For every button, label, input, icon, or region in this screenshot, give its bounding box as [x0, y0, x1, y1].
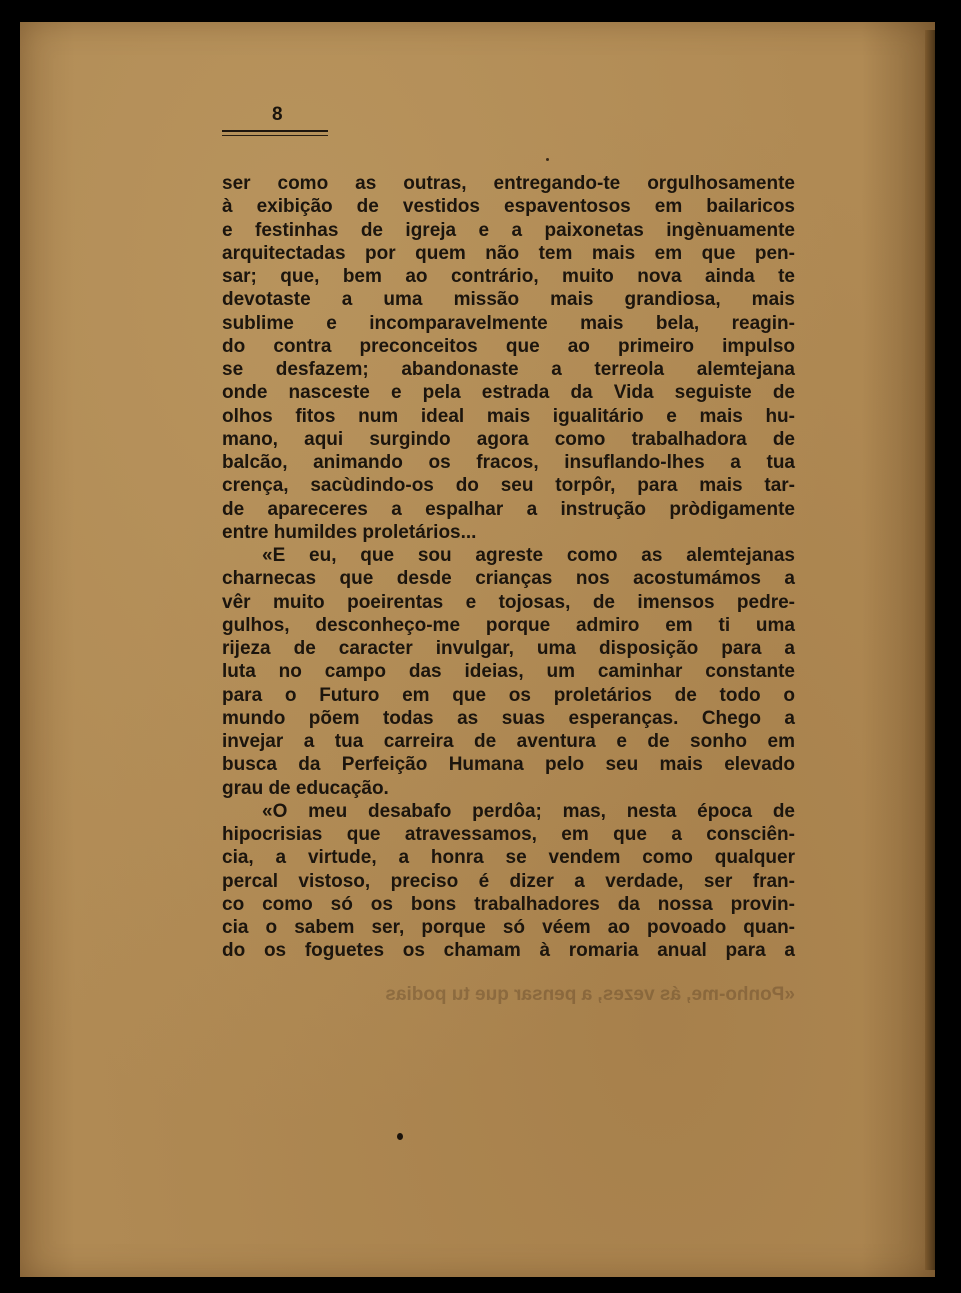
text-line: «E eu, que sou agreste como as alemtejanas [262, 545, 795, 566]
text-line: cia o sabem ser, porque só véem ao povoado quan- [222, 917, 795, 938]
folio-rule [222, 130, 328, 132]
text-line: entre humildes proletários... [222, 521, 477, 543]
folio-rule-thin [222, 135, 328, 136]
text-line: onde nasceste e pela estrada da Vida seguiste de [222, 382, 795, 404]
text-line: mano, aqui surgindo agora como trabalhadora de [222, 428, 795, 450]
text-line: ser como as outras, entregando-te orgulhosamente [222, 173, 795, 194]
bleed-through-text: «Ponho-me, ás vezes, a pensar que tu podias [385, 984, 795, 1005]
text-line: e festinhas de igreja e a paixonetas ingènuamente [222, 219, 795, 241]
text-line: charnecas que desde crianças nos acostumámos a [222, 568, 795, 590]
text-line: do contra preconceitos que ao primeiro impulso [222, 335, 795, 357]
text-line: vêr muito poeirentas e tojosas, de imensos pedre- [222, 591, 795, 613]
text-line: busca da Perfeição Humana pelo seu mais elevado [222, 754, 795, 776]
page-number: 8 [272, 104, 283, 125]
text-line: invejar a tua carreira de aventura e de sonho em [222, 731, 795, 752]
text-line: se desfazem; abandonaste a terreola alemtejana [222, 359, 795, 380]
text-line: do os foguetes os chamam à romaria anual para a [222, 940, 795, 962]
text-line: «O meu desabafo perdôa; mas, nesta época de [262, 800, 795, 822]
body-text [222, 172, 795, 963]
ink-speck [546, 158, 549, 161]
text-line: arquitectadas por quem não tem mais em que pen- [222, 242, 795, 264]
text-line: crença, sacùdindo-os do seu torpôr, para mais tar- [222, 475, 795, 497]
text-line: gulhos, desconheço-me porque admiro em ti uma [222, 614, 795, 636]
text-line: de apareceres a espalhar a instrução pròdigamente [222, 498, 795, 520]
text-line: cia, a virtude, a honra se vendem como qualquer [222, 847, 795, 869]
text-line: grau de educação. [222, 777, 389, 799]
text-line: devotaste a uma missão mais grandiosa, mais [222, 289, 795, 311]
text-line: mundo põem todas as suas esperanças. Chego a [222, 707, 795, 729]
text-line: co como só os bons trabalhadores da nossa provin- [222, 893, 795, 915]
text-line: rijeza de caracter invulgar, uma disposição para a [222, 638, 795, 659]
text-line: à exibição de vestidos espaventosos em bailaricos [222, 196, 795, 218]
text-line: sublime e incomparavelmente mais bela, reagin- [222, 312, 795, 334]
text-line: olhos fitos num ideal mais igualitário e mais hu- [222, 405, 795, 427]
book-spine [925, 30, 935, 1270]
text-line: luta no campo das ideias, um caminhar constante [222, 661, 795, 683]
text-line: para o Futuro em que os proletários de todo o [222, 684, 795, 706]
text-line: hipocrisias que atravessamos, em que a consciên- [222, 824, 795, 845]
ink-speck [397, 1133, 403, 1140]
text-line: percal vistoso, preciso é dizer a verdade, ser fran- [222, 870, 795, 892]
text-line: sar; que, bem ao contrário, muito nova ainda te [222, 266, 795, 287]
text-line: balcão, animando os fracos, insuflando-lhes a tua [222, 452, 795, 473]
